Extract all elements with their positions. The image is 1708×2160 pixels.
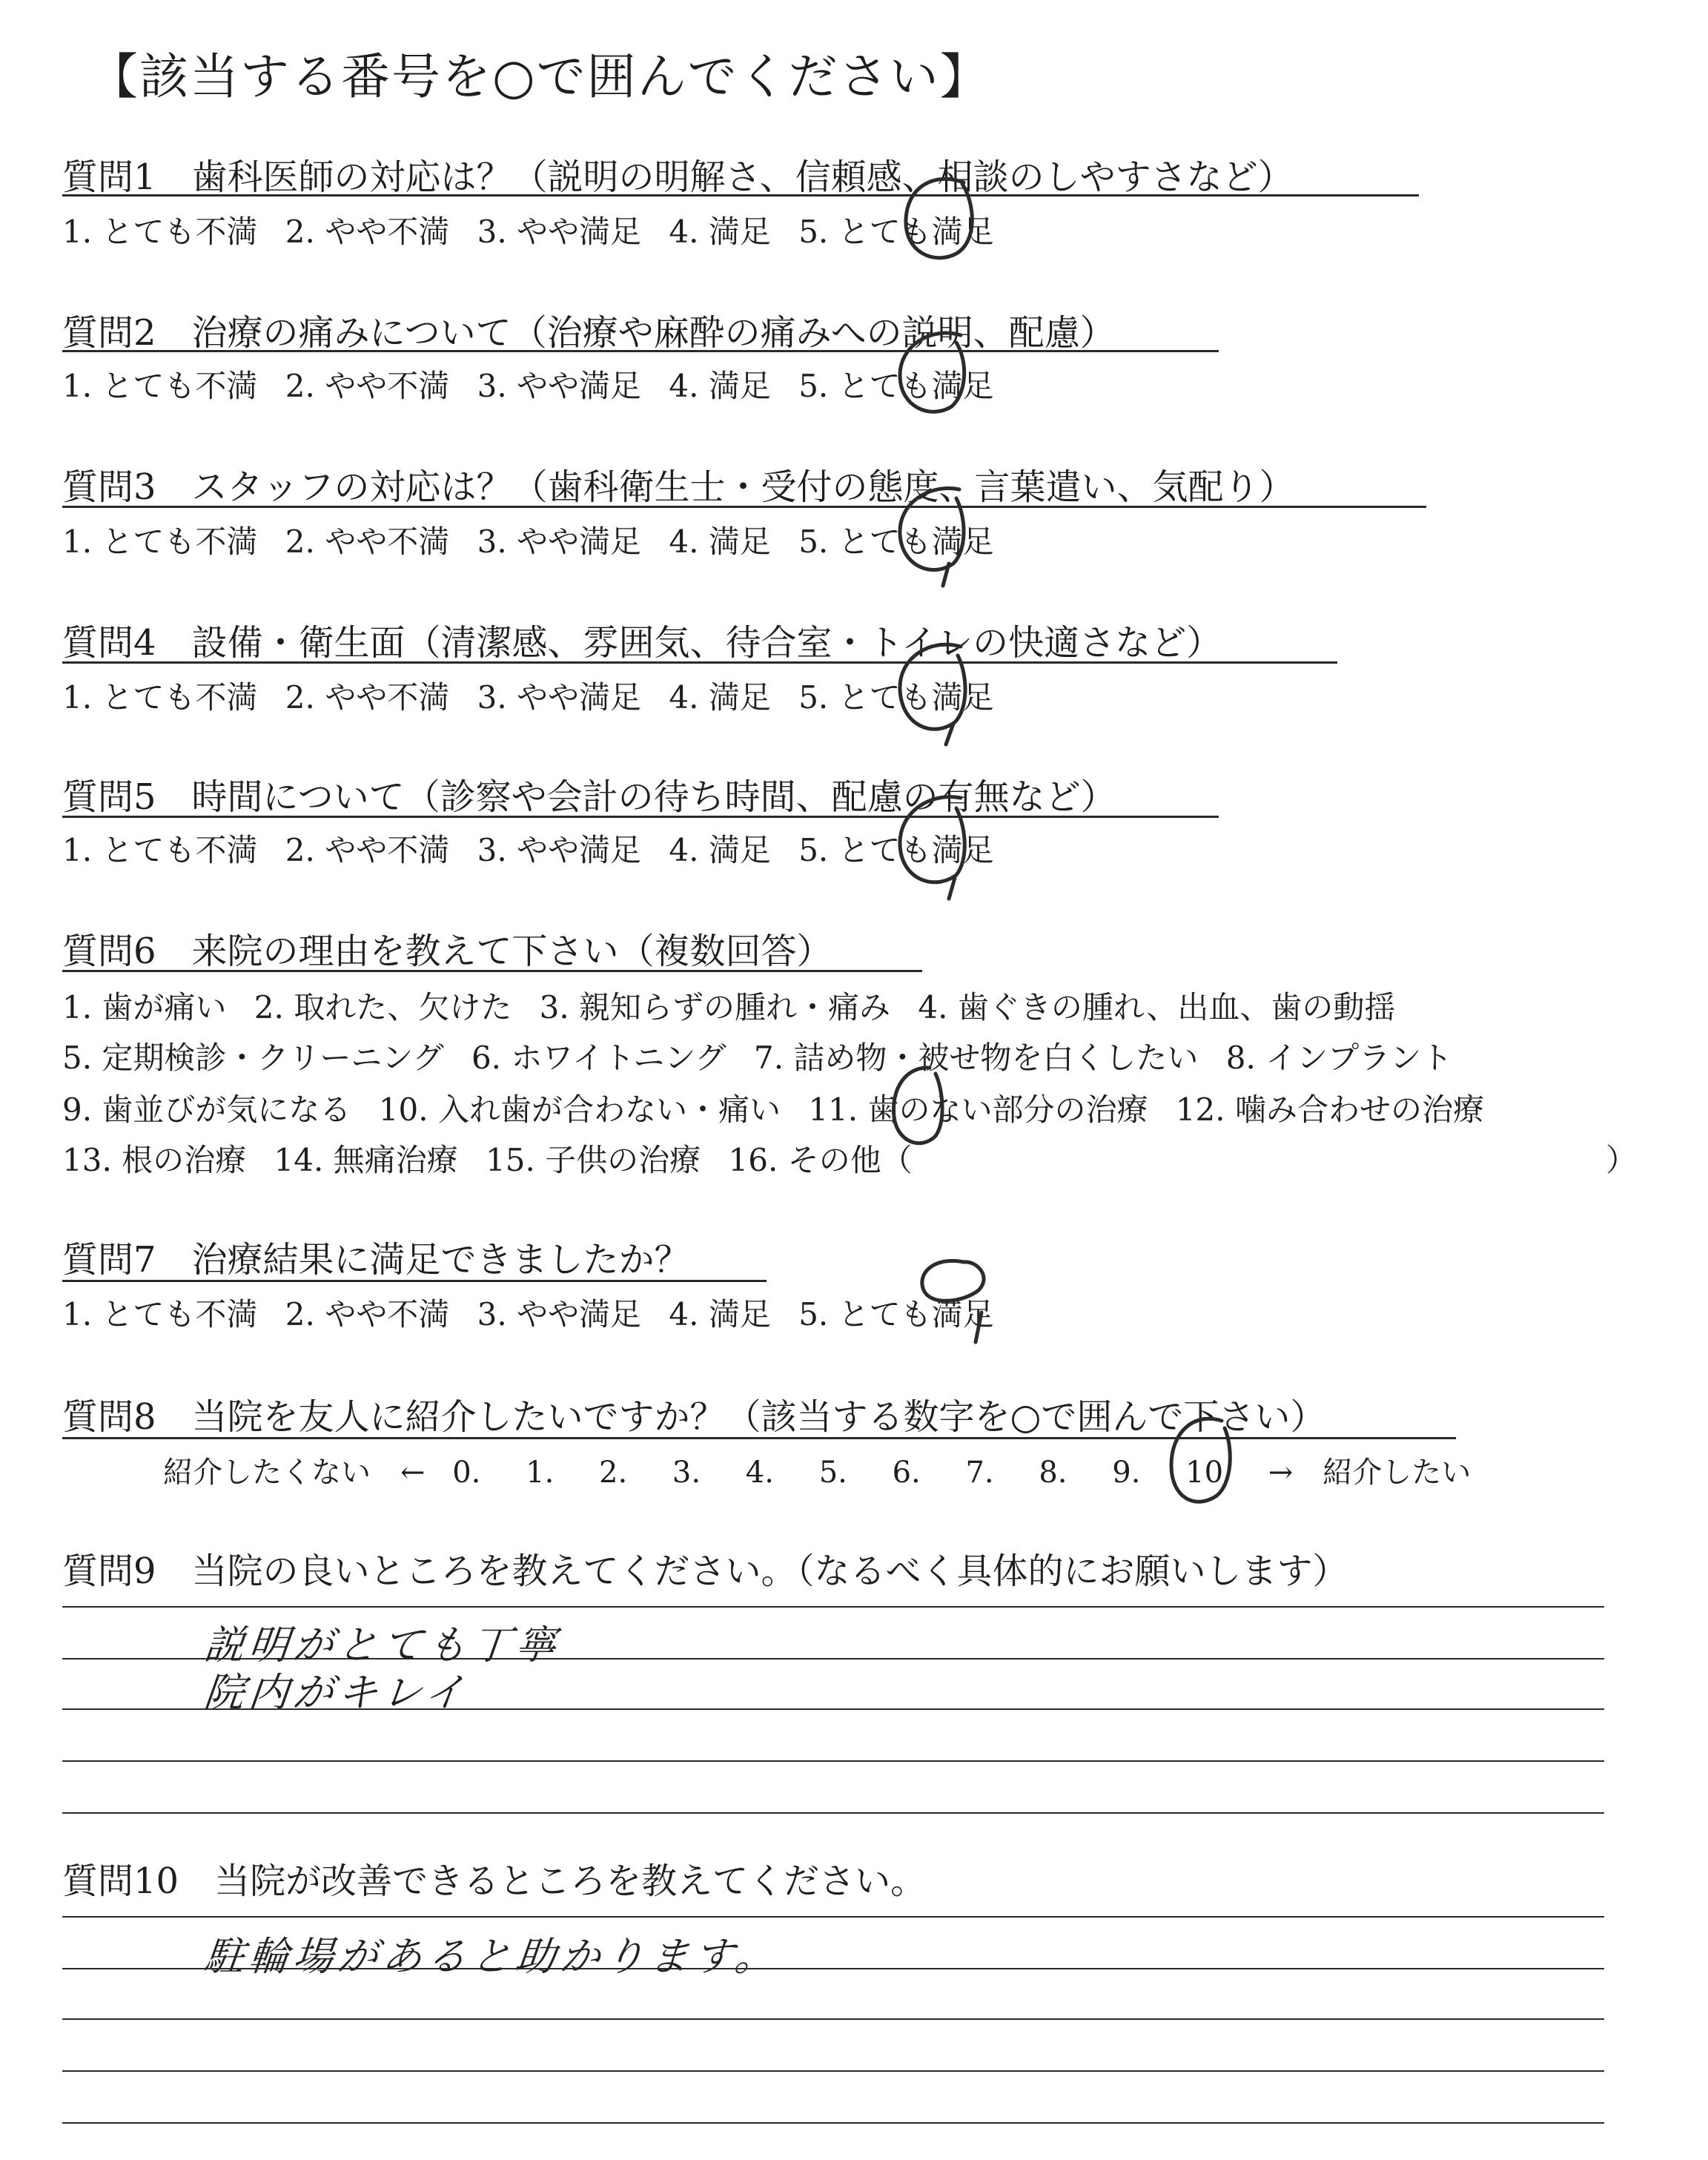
- q3-option-4[interactable]: 4. 満足: [669, 524, 771, 560]
- q9-writing-line-5: [62, 1812, 1604, 1814]
- q4-option-1[interactable]: 1. とても不満: [62, 679, 258, 716]
- question-5-choices[interactable]: [62, 826, 1012, 871]
- q6-option-3[interactable]: 3. 親知らずの腫れ・痛み: [539, 989, 891, 1025]
- question-6-underline: [62, 970, 922, 972]
- q8-option-0[interactable]: 0.: [452, 1456, 481, 1490]
- question-5-underline: [62, 816, 1219, 818]
- q2-option-2[interactable]: 2. やや不満: [285, 368, 450, 404]
- q2-option-4[interactable]: 4. 満足: [669, 368, 771, 404]
- q10-writing-line-4: [62, 2070, 1604, 2072]
- q4-option-5[interactable]: 5. とても満足: [798, 679, 994, 716]
- q6-option-8[interactable]: 8. インプラント: [1225, 1040, 1453, 1076]
- q4-option-3[interactable]: 3. やや満足: [477, 679, 642, 716]
- q6-option-9[interactable]: 9. 歯並びが気になる: [62, 1091, 351, 1128]
- q10-writing-line-5: [62, 2122, 1604, 2124]
- q3-option-2[interactable]: 2. やや不満: [285, 524, 450, 560]
- question-1-choices[interactable]: [62, 208, 1012, 252]
- q7-option-1[interactable]: 1. とても不満: [62, 1296, 258, 1332]
- q7-option-2[interactable]: 2. やや不満: [285, 1296, 450, 1332]
- q9-writing-line-4: [62, 1760, 1604, 1762]
- q7-option-3[interactable]: 3. やや満足: [477, 1296, 642, 1332]
- q6-option-1[interactable]: 1. 歯が痛い: [62, 989, 227, 1025]
- q7-option-4[interactable]: 4. 満足: [669, 1296, 771, 1332]
- question-8: 質問8 当院を友人に紹介したいですか？（該当する数字を○で囲んで下さい）: [62, 1396, 1326, 1438]
- q1-option-3[interactable]: 3. やや満足: [477, 214, 642, 250]
- q3-option-3[interactable]: 3. やや満足: [477, 524, 642, 560]
- question-5: 質問5 時間について（診察や会計の待ち時間、配慮の有無など）: [62, 776, 1116, 818]
- q8-option-10[interactable]: 10: [1185, 1456, 1224, 1490]
- q8-option-9[interactable]: 9.: [1112, 1456, 1141, 1490]
- q9-writing-line-1: [62, 1606, 1604, 1608]
- q7-option-5[interactable]: 5. とても満足: [798, 1296, 994, 1332]
- q8-option-8[interactable]: 8.: [1039, 1456, 1068, 1490]
- q6-option-2[interactable]: 2. 取れた、欠けた: [254, 989, 512, 1025]
- question-7: 質問7 治療結果に満足できましたか？: [62, 1239, 690, 1281]
- question-7-underline: [62, 1280, 767, 1282]
- question-1-underline: [62, 194, 1419, 196]
- q6-option-12[interactable]: 12. 噛み合わせの治療: [1175, 1091, 1484, 1128]
- question-1: 質問1 歯科医師の対応は？（説明の明解さ、信頼感、相談のしやすさなど）: [62, 156, 1294, 198]
- q1-option-5[interactable]: 5. とても満足: [798, 214, 994, 250]
- q2-option-3[interactable]: 3. やや満足: [477, 368, 642, 404]
- q8-option-3[interactable]: 3.: [672, 1456, 701, 1490]
- question-7-choices[interactable]: [62, 1290, 1012, 1335]
- q6-option-5[interactable]: 5. 定期検診・クリーニング: [62, 1040, 444, 1076]
- q6-option-15[interactable]: 15. 子供の治療: [486, 1142, 701, 1178]
- q8-option-4[interactable]: 4.: [745, 1456, 774, 1490]
- q10-handwritten-answer-1[interactable]: 駐輪場があると助かります。: [202, 1933, 782, 1980]
- q8-option-5[interactable]: 5.: [818, 1456, 847, 1490]
- page-title: 【該当する番号を○で囲んでください】: [89, 48, 990, 105]
- q1-option-4[interactable]: 4. 満足: [669, 214, 771, 250]
- q5-option-3[interactable]: 3. やや満足: [477, 832, 642, 868]
- question-4-underline: [62, 661, 1337, 664]
- q10-writing-line-1: [62, 1916, 1604, 1918]
- q1-option-1[interactable]: 1. とても不満: [62, 214, 258, 250]
- q6-row-1: [62, 983, 1413, 1028]
- q3-option-1[interactable]: 1. とても不満: [62, 524, 258, 560]
- question-4-choices[interactable]: [62, 673, 1012, 718]
- q5-option-5[interactable]: 5. とても満足: [798, 832, 994, 868]
- q5-option-4[interactable]: 4. 満足: [669, 832, 771, 868]
- q6-option-7[interactable]: 7. 詰め物・被せ物を白くしたい: [753, 1040, 1199, 1076]
- q8-option-1[interactable]: 1.: [526, 1456, 555, 1490]
- q5-option-1[interactable]: 1. とても不満: [62, 832, 258, 868]
- q8-scale: [163, 1449, 1489, 1491]
- q8-right-label: → 紹介したい: [1268, 1456, 1472, 1490]
- q2-option-5[interactable]: 5. とても満足: [798, 368, 994, 404]
- q10-writing-line-3: [62, 2018, 1604, 2020]
- q6-option-10[interactable]: 10. 入れ歯が合わない・痛い: [378, 1091, 781, 1128]
- q5-option-2[interactable]: 2. やや不満: [285, 832, 450, 868]
- q4-option-2[interactable]: 2. やや不満: [285, 679, 450, 716]
- question-3-choices[interactable]: [62, 518, 1012, 562]
- q6-option-6[interactable]: 6. ホワイトニング: [471, 1040, 726, 1076]
- question-3: 質問3 スタッフの対応は？（歯科衛生士・受付の態度、言葉遣い、気配り）: [62, 466, 1295, 508]
- q6-option-11[interactable]: 11. 歯のない部分の治療: [808, 1091, 1148, 1128]
- question-10: 質問10 当院が改善できるところを教えてください。: [62, 1860, 927, 1902]
- q2-option-1[interactable]: 1. とても不満: [62, 368, 258, 404]
- q3-option-5[interactable]: 5. とても満足: [798, 524, 994, 560]
- question-9: 質問9 当院の良いところを教えてください。（なるべく具体的にお願いします）: [62, 1550, 1348, 1592]
- q6-option-14[interactable]: 14. 無痛治療: [274, 1142, 458, 1178]
- question-6: 質問6 来院の理由を教えて下さい（複数回答）: [62, 931, 833, 972]
- q6-option-13[interactable]: 13. 根の治療: [62, 1142, 247, 1178]
- question-2-underline: [62, 350, 1219, 352]
- q8-option-6[interactable]: 6.: [892, 1456, 921, 1490]
- question-3-underline: [62, 506, 1426, 508]
- q6-other-close-paren: ）: [1606, 1142, 1638, 1178]
- q6-row-2: [62, 1034, 1470, 1078]
- q6-row-3: [62, 1086, 1502, 1130]
- q1-option-2[interactable]: 2. やや不満: [285, 214, 450, 250]
- q8-option-7[interactable]: 7.: [965, 1456, 994, 1490]
- question-4: 質問4 設備・衛生面（清潔感、雰囲気、待合室・トイレの快適さなど）: [62, 622, 1222, 664]
- q8-option-2[interactable]: 2.: [599, 1456, 628, 1490]
- q6-row-4: [62, 1136, 930, 1180]
- q9-handwritten-answer-2[interactable]: 院内がキレイ: [202, 1669, 471, 1716]
- q4-option-4[interactable]: 4. 満足: [669, 679, 771, 716]
- q6-option-4[interactable]: 4. 歯ぐきの腫れ、出血、歯の動揺: [918, 989, 1396, 1025]
- q9-handwritten-answer-1[interactable]: 説明がとても丁寧: [202, 1622, 563, 1668]
- q8-left-label: 紹介したくない ←: [163, 1456, 426, 1490]
- question-8-underline: [62, 1437, 1456, 1439]
- question-2: 質問2 治療の痛みについて（治療や麻酔の痛みへの説明、配慮）: [62, 312, 1116, 354]
- q6-option-16[interactable]: 16. その他（: [728, 1142, 913, 1178]
- question-2-choices[interactable]: [62, 362, 1012, 406]
